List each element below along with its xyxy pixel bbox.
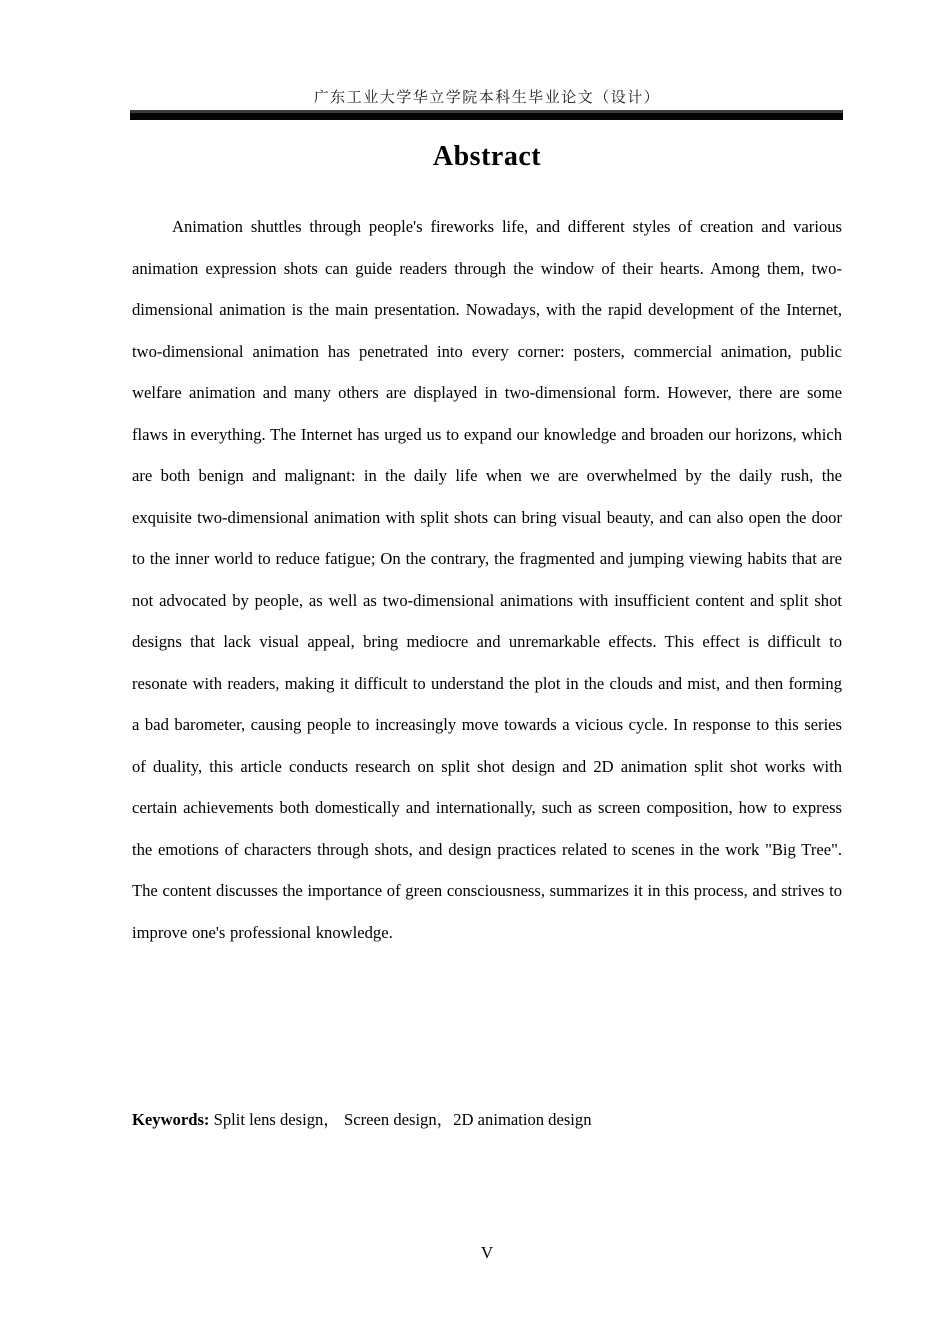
abstract-paragraph: Animation shuttles through people's fireworks life, and different styles of creation and various animation expression shots can guide readers through the window of their hearts. Among them, two-dimensional animation is the main presentation. Nowadays, with the rapid development of the Internet, two-dimensional animation has penetrated into every corner: posters, commercial animation, public welfare animation and many others are displayed in two-dimensional form. However, there are some flaws in everything. The Internet has urged us to expand our knowledge and broaden our horizons, which are both benign and malignant: in the daily life when we are overwhelmed by the daily rush, the exquisite two-dimensional animation with split shots can bring visual beauty, and can also open the door to the inner world to reduce fatigue; On the contrary, the fragmented and jumping viewing habits that are not advocated by people, as well as two-dimensional animations with insufficient content and split shot designs that lack visual appeal, bring mediocre and unremarkable effects. This effect is difficult to resonate with readers, making it difficult to understand the plot in the clouds and mist, and then forming a bad barometer, causing people to increasingly move towards a vicious cycle. In response to this series of duality, this article conducts research on split shot design and 2D animation split shot works with certain achievements both domestically and internationally, such as screen composition, how to express the emotions of characters through shots, and design practices related to scenes in the work "Big Tree". The content discusses the importance of green consciousness, summarizes it in this process, and strives to improve one's professional knowledge. (132, 217, 842, 942)
page-number: V (480, 1243, 494, 1262)
keywords-label: Keywords: (132, 1110, 210, 1129)
page-title: Abstract (432, 141, 542, 172)
header-rule (130, 110, 843, 120)
running-header: 广东工业大学华立学院本科生毕业论文（设计） (313, 90, 661, 106)
keywords-line (132, 1108, 842, 1132)
keywords-text: Split lens design， Screen design，2D animation design (209, 1110, 592, 1129)
